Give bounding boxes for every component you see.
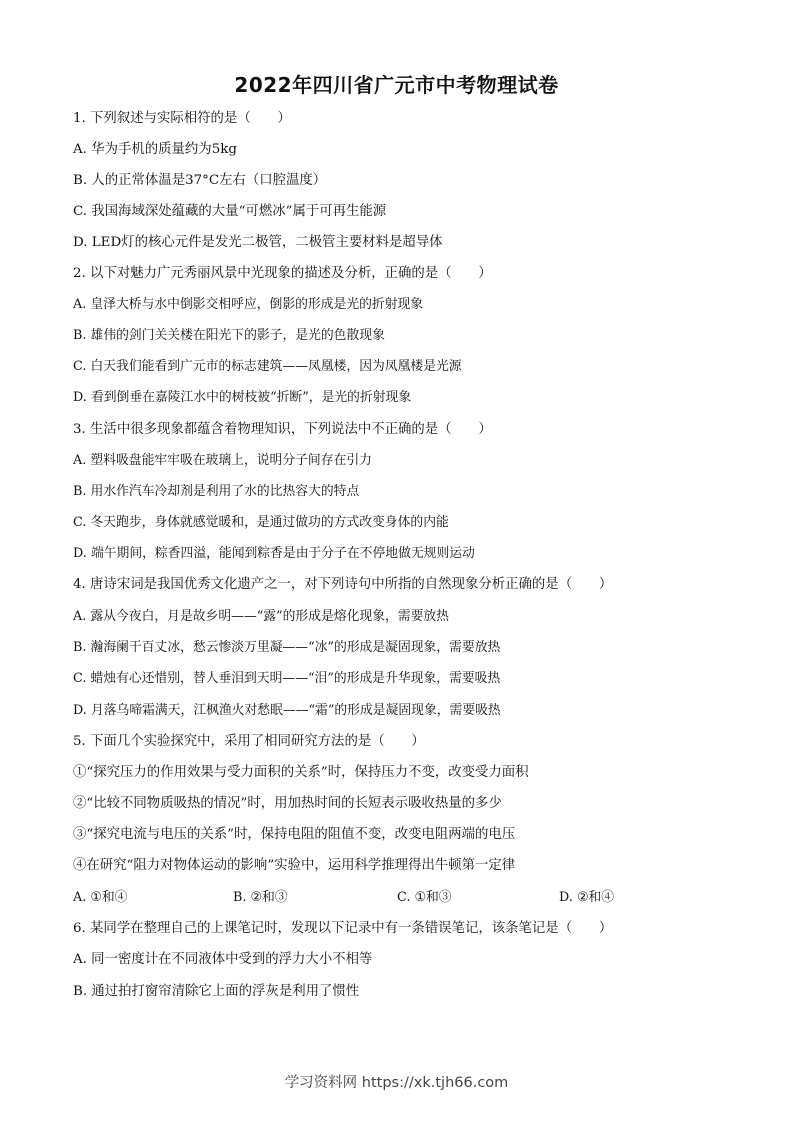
question-1-stem: 1. 下列叙述与实际相符的是（ ） xyxy=(73,111,291,126)
question-5-item-3: ③“探究电流与电压的关系”时，保持电阻的阻值不变，改变电阻两端的电压 xyxy=(73,827,516,842)
question-1-option-b: B. 人的正常体温是37°C左右（口腔温度） xyxy=(73,173,327,188)
question-4-option-d: D. 月落乌啼霜满天，江枫渔火对愁眠——“霜”的形成是凝固现象，需要吸热 xyxy=(73,703,501,718)
question-6-stem: 6. 某同学在整理自己的上课笔记时，发现以下记录中有一条错误笔记，该条笔记是（ ） xyxy=(73,921,613,936)
question-2-option-d: D. 看到倒垂在嘉陵江水中的树枝被“折断”，是光的折射现象 xyxy=(73,390,412,405)
question-3-option-d: D. 端午期间，粽香四溢，能闻到粽香是由于分子在不停地做无规则运动 xyxy=(73,546,475,561)
question-5-item-2: ②“比较不同物质吸热的情况”时，用加热时间的长短表示吸收热量的多少 xyxy=(73,796,502,811)
question-3-stem: 3. 生活中很多现象都蕴含着物理知识，下列说法中不正确的是（ ） xyxy=(73,422,492,437)
question-4-stem: 4. 唐诗宋词是我国优秀文化遗产之一，对下列诗句中所指的自然现象分析正确的是（ ） xyxy=(73,577,613,592)
question-2-option-a: A. 皇泽大桥与水中倒影交相呼应，倒影的形成是光的折射现象 xyxy=(73,297,424,312)
question-6-option-b: B. 通过拍打窗帘清除它上面的浮灰是利用了惯性 xyxy=(73,984,360,999)
question-3-option-c: C. 冬天跑步，身体就感觉暖和，是通过做功的方式改变身体的内能 xyxy=(73,515,449,530)
question-1-option-d: D. LED灯的核心元件是发光二极管，二极管主要材料是超导体 xyxy=(73,235,443,250)
question-2-option-c: C. 白天我们能看到广元市的标志建筑——凤凰楼，因为凤凰楼是光源 xyxy=(73,359,462,374)
question-5-option-c: C. ①和③ xyxy=(397,890,452,905)
question-1-option-c: C. 我国海域深处蕴藏的大量“可燃冰”属于可再生能源 xyxy=(73,204,387,219)
question-5-options xyxy=(73,889,633,907)
question-3-option-b: B. 用水作汽车冷却剂是利用了水的比热容大的特点 xyxy=(73,484,360,499)
question-4-option-b: B. 瀚海阑干百丈冰，愁云惨淡万里凝——“冰”的形成是凝固现象，需要放热 xyxy=(73,640,501,655)
question-5-item-4: ④在研究“阻力对物体运动的影响”实验中，运用科学推理得出牛顿第一定律 xyxy=(73,858,516,873)
question-4-option-c: C. 蜡烛有心还惜别，替人垂泪到天明——“泪”的形成是升华现象，需要吸热 xyxy=(73,671,501,686)
question-4-option-a: A. 露从今夜白，月是故乡明——“露”的形成是熔化现象，需要放热 xyxy=(73,609,449,624)
question-5-option-b: B. ②和③ xyxy=(233,890,288,905)
question-5-item-1: ①“探究压力的作用效果与受力面积的关系”时，保持压力不变，改变受力面积 xyxy=(73,765,529,780)
question-5-option-a: A. ①和④ xyxy=(73,890,128,905)
question-2-stem: 2. 以下对魅力广元秀丽风景中光现象的描述及分析，正确的是（ ） xyxy=(73,266,492,281)
question-1-option-a: A. 华为手机的质量约为5kg xyxy=(73,142,237,157)
question-5-option-d: D. ②和④ xyxy=(559,890,615,905)
question-5-stem: 5. 下面几个实验探究中，采用了相同研究方法的是（ ） xyxy=(73,734,425,749)
question-2-option-b: B. 雄伟的剑门关关楼在阳光下的影子，是光的色散现象 xyxy=(73,328,385,343)
question-6-option-a: A. 同一密度计在不同液体中受到的浮力大小不相等 xyxy=(73,952,373,967)
footer-watermark: 学习资料网 https://xk.tjh66.com xyxy=(284,1075,509,1091)
exam-title: 2022年四川省广元市中考物理试卷 xyxy=(234,73,559,97)
question-3-option-a: A. 塑料吸盘能牢牢吸在玻璃上，说明分子间存在引力 xyxy=(73,453,372,468)
